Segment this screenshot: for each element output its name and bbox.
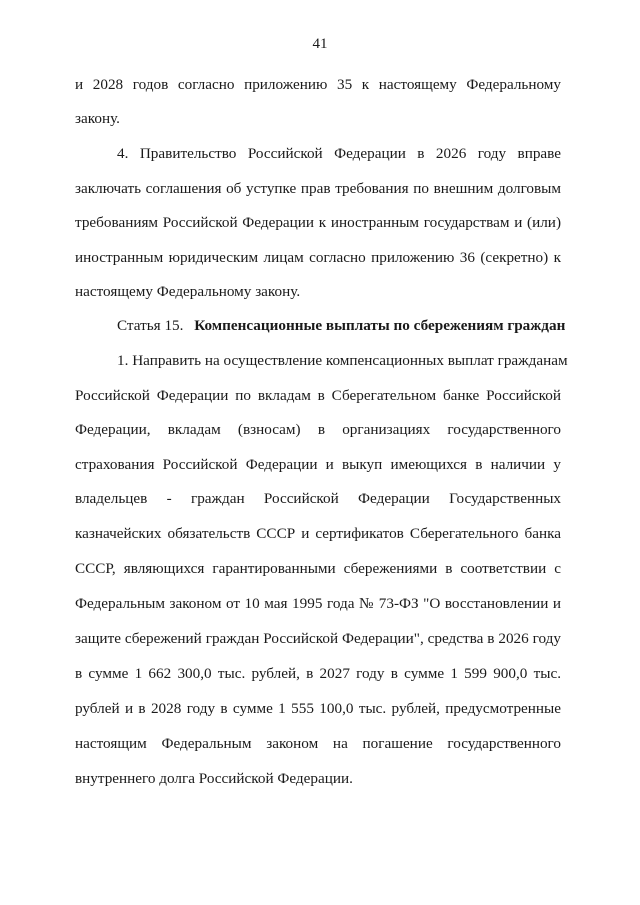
text-line: рублей и в 2028 году в сумме 1 555 100,0 тыс. рублей, предусмотренные bbox=[75, 700, 561, 717]
text-line: требованиям Российской Федерации к иностранным государствам и (или) bbox=[75, 214, 561, 231]
article-number: Статья 15. bbox=[117, 317, 184, 334]
text-line: Федерации, вкладам (взносам) в организациях государственного bbox=[75, 421, 561, 438]
page-number: 41 bbox=[312, 36, 328, 52]
text-line: закону. bbox=[75, 110, 120, 127]
text-line: настоящим Федеральным законом на погашение государственного bbox=[75, 735, 561, 752]
text-line: настоящему Федеральному закону. bbox=[75, 283, 301, 300]
text-line: казначейских обязательств СССР и сертификатов Сберегательного банка bbox=[75, 525, 561, 542]
text-line: и 2028 годов согласно приложению 35 к настоящему Федеральному bbox=[75, 76, 561, 93]
article-title: Компенсационные выплаты по сбережениям граждан bbox=[194, 317, 566, 334]
text-line: Российской Федерации по вкладам в Сберегательном банке Российской bbox=[75, 387, 561, 404]
text-line: страхования Российской Федерации и выкуп имеющихся в наличии у bbox=[75, 456, 561, 473]
text-line: заключать соглашения об уступке прав требования по внешним долговым bbox=[75, 180, 561, 197]
text-line: владельцев - граждан Российской Федерации Государственных bbox=[75, 490, 561, 507]
text-line: защите сбережений граждан Российской Федерации", средства в 2026 году bbox=[75, 630, 561, 647]
text-line: в сумме 1 662 300,0 тыс. рублей, в 2027 году в сумме 1 599 900,0 тыс. bbox=[75, 665, 561, 682]
text-line: Федеральным законом от 10 мая 1995 года № 73-ФЗ "О восстановлении и bbox=[75, 595, 561, 612]
text-line: внутреннего долга Российской Федерации. bbox=[75, 770, 353, 787]
text-line: 1. Направить на осуществление компенсационных выплат гражданам bbox=[117, 352, 568, 369]
text-line: 4. Правительство Российской Федерации в 2026 году вправе bbox=[117, 145, 561, 162]
text-line: иностранным юридическим лицам согласно приложению 36 (секретно) к bbox=[75, 249, 561, 266]
text-line: СССР, являющихся гарантированными сбережениями в соответствии с bbox=[75, 560, 561, 577]
article-heading bbox=[117, 317, 565, 335]
